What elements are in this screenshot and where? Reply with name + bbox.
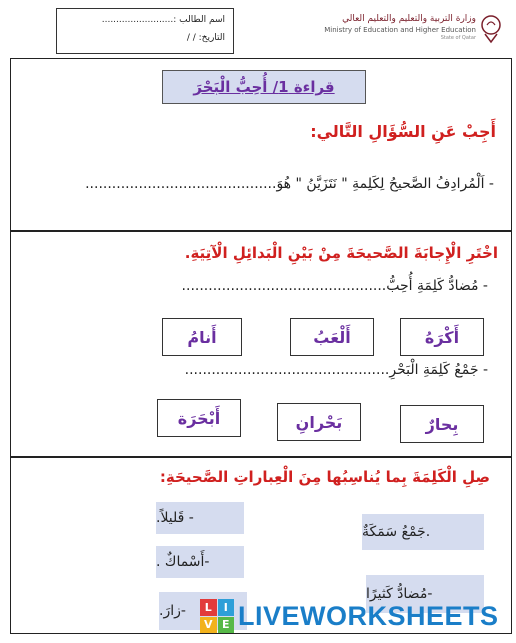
question3-heading: صِلِ الْكَلِمَةَ بِما يُناسِبُها مِنَ الْعِباراتِ الصَّحيحَةِ: (159, 468, 490, 486)
option-anam[interactable]: أَنامُ (162, 318, 242, 356)
badge-letter-i: I (218, 599, 235, 616)
question2-heading: اخْتَرِ الْإِجابَةَ الصَّحيحَةَ مِنْ بَيْنِ الْبَدائِلِ الْآتِيَةِ. (184, 244, 498, 262)
qatar-emblem-icon (480, 14, 502, 44)
badge-letter-e: E (218, 617, 235, 634)
match-left-qalilan[interactable]: - قَليلاً. (156, 502, 244, 534)
lesson-title: قراءة 1/ أُحِبُّ الْبَحْرَ (162, 70, 366, 104)
ministry-name-en: Ministry of Education and Higher Education (324, 26, 476, 34)
ministry-name-ar: وزارة التربية والتعليم والتعليم العالي (342, 14, 476, 24)
liveworksheets-watermark (200, 598, 499, 634)
match-left-asmak[interactable]: -أَسْماكٌ . (156, 546, 244, 578)
question1-line[interactable]: - اَلْمُرادِفُ الصَّحيحُ لِكَلِمةِ " نَتَزَيَّنُ " هُوَ........................................... (85, 176, 494, 192)
option-akrah[interactable]: أَكْرَهُ (400, 318, 484, 356)
option-bihar[interactable]: بِحارٌ (400, 405, 484, 443)
match-right-plural[interactable]: .جَمْعُ سَمَكَةٌ (362, 514, 484, 550)
date-label: التاريخ: / / (186, 33, 225, 43)
option-bahran[interactable]: بَحْرانِ (277, 403, 361, 441)
ministry-logo (322, 14, 502, 48)
option-abhura[interactable]: أَبْحَرَة (157, 399, 241, 437)
option-alab[interactable]: أَلْعَبُ (290, 318, 374, 356)
match-left-zara[interactable]: -زارَ. (159, 592, 247, 630)
question1-heading: أَجِبْ عَنِ السُّؤَالِ التَّالي: (310, 122, 496, 141)
question2-item1: - مُضادُّ كَلِمَةِ أُحِبُّ.............................................. (181, 278, 488, 294)
state-name-en: State of Qatar (440, 35, 476, 41)
match-right-antonym[interactable]: -مُضادُّ كَثيرًا (366, 575, 484, 613)
badge-letter-v: V (200, 617, 217, 634)
student-name-label: اسم الطالب :......................... (101, 15, 225, 25)
question2-item2: - جَمْعُ كَلِمَةِ الْبَحْرِ.............................................. (184, 362, 488, 378)
student-info-box (56, 8, 234, 54)
liveworksheets-text: LIVEWORKSHEETS (238, 600, 499, 631)
badge-letter-l: L (200, 599, 217, 616)
liveworksheets-badge-icon (200, 599, 234, 633)
